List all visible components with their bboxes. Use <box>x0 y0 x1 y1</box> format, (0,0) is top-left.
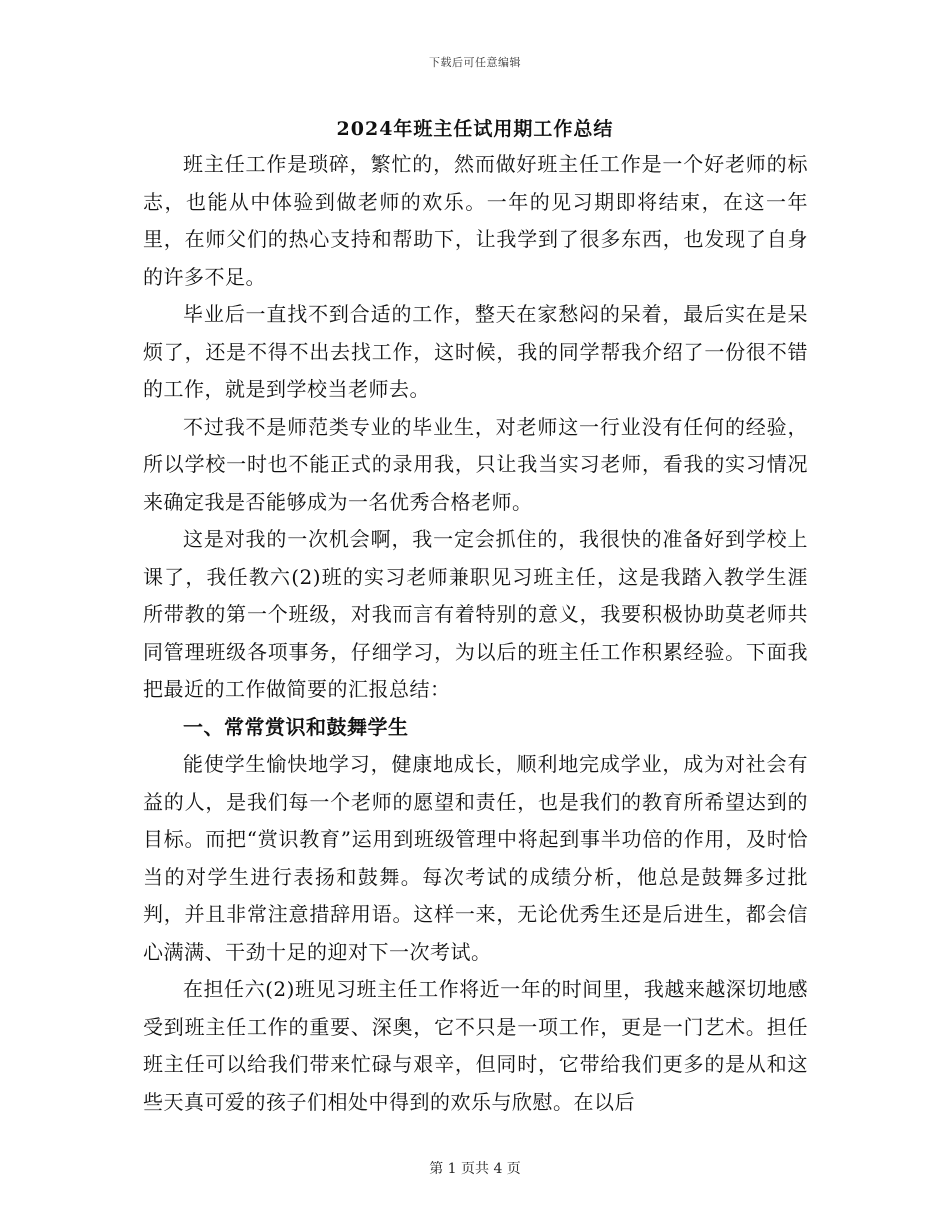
paragraph: 班主任工作是琐碎，繁忙的，然而做好班主任工作是一个好老师的标志，也能从中体验到做老师的欢乐。一年的见习期即将结束，在这一年里，在师父们的热心支持和帮助下，让我学到了很多东西，也发现了自身的许多不足。 <box>143 152 808 289</box>
document-title: 2024年班主任试用期工作总结 <box>336 118 614 140</box>
page-footer: 第 1 页共 4 页 <box>429 1161 521 1177</box>
header-note: 下载后可任意编辑 <box>429 56 521 69</box>
paragraph: 能使学生愉快地学习，健康地成长，顺利地完成学业，成为对社会有益的人，是我们每一个老师的愿望和责任，也是我们的教育所希望达到的目标。而把“赏识教育”运用到班级管理中将起到事半功倍的作用，及时恰当的对学生进行表扬和鼓舞。每次考试的成绩分析，他总是鼓舞多过批判，并且非常注意措辞用语。这样一来，无论优秀生还是后进生，都会信心满满、干劲十足的迎对下一次考试。 <box>143 752 808 964</box>
paragraph: 这是对我的一次机会啊，我一定会抓住的，我很快的准备好到学校上课了，我任教六(2)班的实习老师兼职见习班主任，这是我踏入教学生涯所带教的第一个班级，对我而言有着特别的意义，我要积极协助莫老师共同管理班级各项事务，仔细学习，为以后的班主任工作积累经验。下面我把最近的工作做简要的汇报总结： <box>143 527 808 701</box>
section-heading: 一、常常赏识和鼓舞学生 <box>183 714 409 739</box>
document-body <box>143 146 808 1121</box>
paragraph: 毕业后一直找不到合适的工作，整天在家愁闷的呆着，最后实在是呆烦了，还是不得不出去找工作，这时候，我的同学帮我介绍了一份很不错的工作，就是到学校当老师去。 <box>143 302 808 401</box>
paragraph: 在担任六(2)班见习班主任工作将近一年的时间里，我越来越深切地感受到班主任工作的重要、深奥，它不只是一项工作，更是一门艺术。担任班主任可以给我们带来忙碌与艰辛，但同时，它带给我们更多的是从和这些天真可爱的孩子们相处中得到的欢乐与欣慰。在以后 <box>143 977 808 1114</box>
paragraph: 不过我不是师范类专业的毕业生，对老师这一行业没有任何的经验，所以学校一时也不能正式的录用我，只让我当实习老师，看我的实习情况来确定我是否能够成为一名优秀合格老师。 <box>143 414 808 514</box>
